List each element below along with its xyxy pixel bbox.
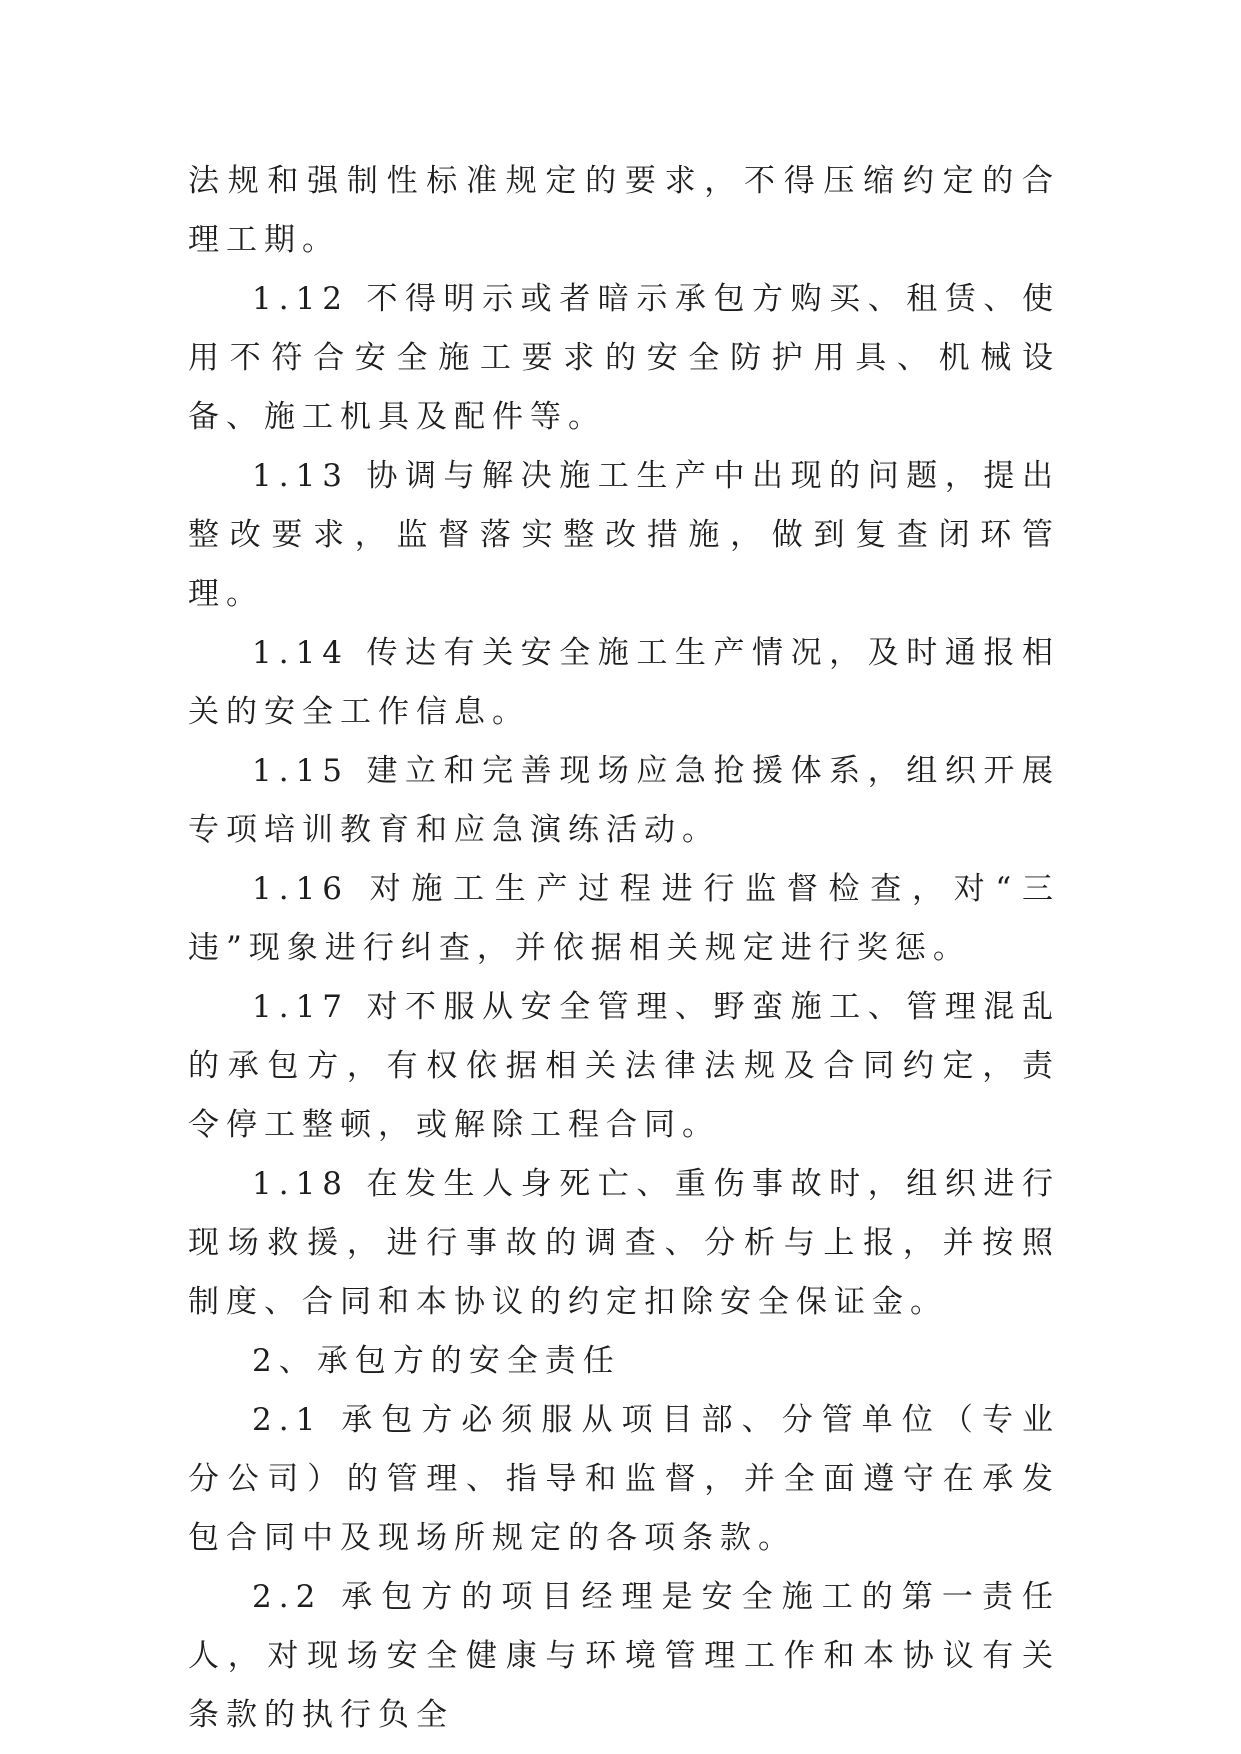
paragraph-1-18: 1.18 在发生人身死亡、重伤事故时，组织进行现场救援，进行事故的调查、分析与上报，并按照制度、合同和本协议的约定扣除安全保证金。 [188,1166,1060,1320]
section-heading-2: 2、承包方的安全责任 [252,1343,621,1379]
paragraph-1-13: 1.13 协调与解决施工生产中出现的问题，提出整改要求，监督落实整改措施，做到复查闭环管理。 [188,458,1060,612]
paragraph-2-2: 2.2 承包方的项目经理是安全施工的第一责任人，对现场安全健康与环境管理工作和本协议有关条款的执行负全 [188,1579,1060,1733]
paragraph-2-1: 2.1 承包方必须服从项目部、分管单位（专业分公司）的管理、指导和监督，并全面遵守在承发包合同中及现场所规定的各项条款。 [188,1402,1060,1556]
paragraph-1-17: 1.17 对不服从安全管理、野蛮施工、管理混乱的承包方，有权依据相关法律法规及合同约定，责令停工整顿，或解除工程合同。 [188,989,1060,1143]
document-body [188,152,1060,1745]
paragraph-1-15: 1.15 建立和完善现场应急抢援体系，组织开展专项培训教育和应急演练活动。 [188,753,1060,848]
paragraph-continuation: 法规和强制性标准规定的要求，不得压缩约定的合理工期。 [188,163,1060,258]
paragraph-1-14: 1.14 传达有关安全施工生产情况，及时通报相关的安全工作信息。 [188,635,1060,730]
paragraph-1-12: 1.12 不得明示或者暗示承包方购买、租赁、使用不符合安全施工要求的安全防护用具、机械设备、施工机具及配件等。 [188,281,1060,435]
paragraph-1-16: 1.16 对施工生产过程进行监督检查，对“三违”现象进行纠查，并依据相关规定进行奖惩。 [188,871,1060,966]
